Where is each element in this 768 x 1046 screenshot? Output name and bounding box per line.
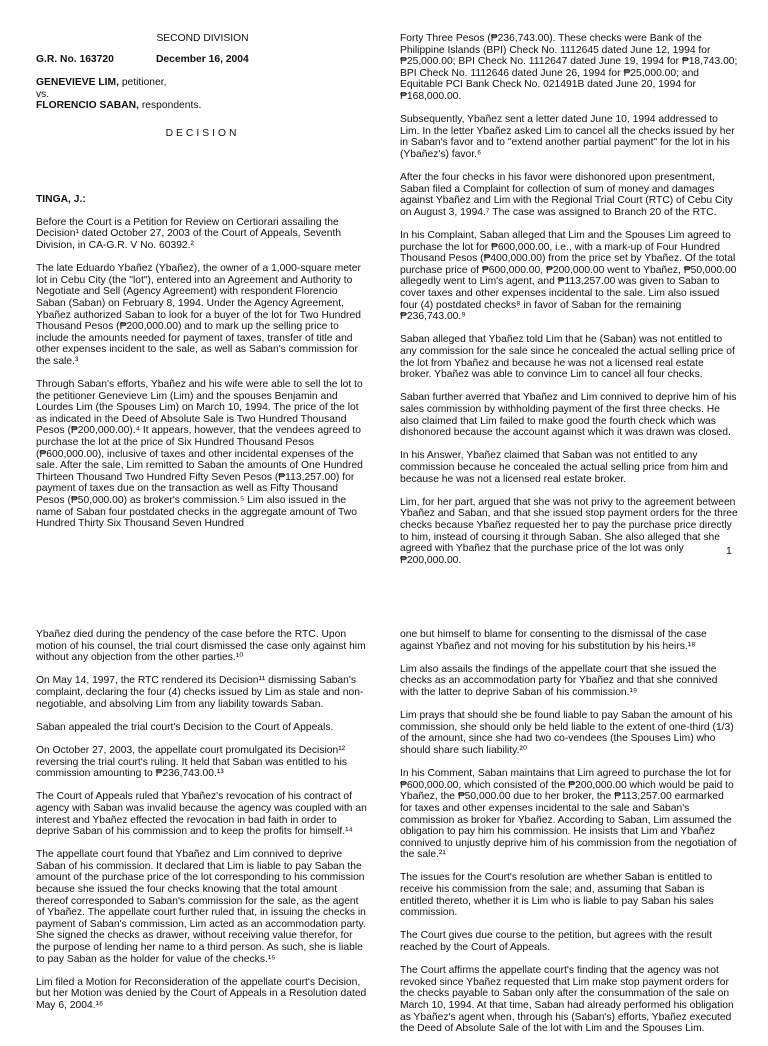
page-2-left-column xyxy=(36,629,369,1023)
respondent-role: respondents. xyxy=(138,100,202,112)
page-1-right-column xyxy=(400,33,738,578)
decision-heading: DECISION xyxy=(165,127,240,139)
paragraph: After the four checks in his favor were dishonored upon presentment, Saban filed a Complaint for collection of sum of money and damages against Ybañez and Lim with the Regional Trial Court (RTC) of Cebu City on August 3, 1994.⁷ The case was assigned to Branch 20 of the RTC. xyxy=(400,172,733,218)
decision-date: December 16, 2004 xyxy=(156,53,249,65)
page-1-left-column xyxy=(36,33,369,541)
petitioner-line xyxy=(36,77,369,89)
paragraph: The late Eduardo Ybañez (Ybañez), the owner of a 1,000-square meter lot in Cebu City (the "lot"), entered into an Agreement and Authority to Negotiate and Sell (Agency Agreement) with respondent Florencio Saban (Saban) on February 8, 1994. Under the Agency Agreement, Ybañez authorized Saban to look for a buyer of the lot for Two Hundred Thousand Pesos (₱200,000.00) and to mark up the selling price to include the amounts needed for payment of taxes, transfer of title and other expenses incident to the sale, as well as Saban's commission for the sale.³ xyxy=(36,263,361,367)
paragraph: Through Saban's efforts, Ybañez and his wife were able to sell the lot to the petitioner Genevieve Lim (Lim) and the spouses Benjamin and Lourdes Lim (the Spouses Lim) on March 10, 1994. The price of the lot as indicated in the Deed of Absolute Sale is Two Hundred Thousand Pesos (₱200,000.00).⁴ It appears, however, that the vendees agreed to purchase the lot at the price of Six Hundred Thousand Pesos (₱600,000.00), inclusive of taxes and other incidental expenses of the sale. After the sale, Lim remitted to Saban the amounts of One Hundred Thirteen Thousand Two Hundred Fifty Seven Pesos (₱113,257.00) for payment of taxes due on the transaction as well as Fifty Thousand Pesos (₱50,000.00) as broker's commission.⁵ Lim also issued in the name of Saban four postdated checks in the aggregate amount of Two Hundred Thirty Six Thousand Seven Hundred xyxy=(36,379,363,530)
page-2-right-column xyxy=(400,629,738,1046)
paragraph: In his Answer, Ybañez claimed that Saban was not entitled to any commission because he concealed the actual selling price from him and because he was not a licensed real estate broker. xyxy=(400,450,728,485)
paragraph: one but himself to blame for consenting to the dismissal of the case against Ybañez and not moving for his substitution by his heirs.¹⁸ xyxy=(400,629,707,652)
respondent-name: FLORENCIO SABAN, xyxy=(36,100,139,112)
page-gap xyxy=(0,580,768,604)
paragraph: On May 14, 1997, the RTC rendered its Decision¹¹ dismissing Saban's complaint, declaring the four (4) checks issued by Lim as stale and non-negotiable, and absolving Lim from any liability towards Saban. xyxy=(36,675,364,710)
division-heading: SECOND DIVISION xyxy=(156,33,249,44)
paragraph: Saban further averred that Ybañez and Lim connived to deprive him of his sales commission by withholding payment of the first three checks. He also claimed that Lim failed to make good the fourth check which was dishonored because the account against which it was drawn was closed. xyxy=(400,392,737,439)
ponente: TINGA, J.: xyxy=(36,193,86,205)
paragraph: Forty Three Pesos (₱236,743.00). These checks were Bank of the Philippine Islands (BPI) Check No. 1112645 dated June 12, 1994 for ₱25,000.00; BPI Check No. 1112647 dated June 19, 1994 for ₱18,743.00; BPI Check No. 1112646 dated June 26, 1994 for ₱25,000.00; and Equitable PCI Bank Check No. 021491B dated June 20, 1994 for ₱168,000.00. xyxy=(400,33,738,102)
versus-line: vs. xyxy=(36,88,50,100)
paragraph: In his Comment, Saban maintains that Lim agreed to purchase the lot for ₱600,000.00, which consisted of the ₱200,000.00 which would be paid to Ybañez, the ₱50,000.00 due to her broker, the ₱113,257.00 earmarked for taxes and other expenses incidental to the sale and Saban's commission as broker for Ybañez. According to Saban, Lim assumed the obligation to pay him his commission. He insists that Lim and Ybañez connived to unjustly deprive him of his commission from the negotiation of the sale.²¹ xyxy=(400,768,737,861)
paragraph: On October 27, 2003, the appellate court promulgated its Decision¹² reversing the trial court's ruling. It held that Saban was entitled to his commission amounting to ₱236,743.00.¹³ xyxy=(36,744,348,780)
page-number: 1 xyxy=(726,545,732,557)
paragraph: The Court of Appeals ruled that Ybañez's revocation of his contract of agency with Saban was invalid because the agency was coupled with an interest and Ybañez effected the revocation in bad faith in order to deprive Saban of his commission and to keep the profits for himself.¹⁴ xyxy=(36,791,367,838)
paragraph: Ybañez died during the pendency of the case before the RTC. Upon motion of his counsel, the trial court dismissed the case only against him without any objection from the other parties.¹⁰ xyxy=(36,629,366,664)
paragraph: The appellate court found that Ybañez and Lim connived to deprive Saban of his commission. It declared that Lim is liable to pay Saban the amount of the purchase price of the lot corresponding to his commission because she issued the four checks knowing that the total amount thereof corresponded to Saban's commission for the sale, as the agent of Ybañez. The appellate court further ruled that, in issuing the checks in payment of Saban's commission, Lim acted as an accommodation party. She signed the checks as drawer, without receiving value therefor, for the purpose of lending her name to a third person. As such, she is liable to pay Saban as the holder for value of the checks.¹⁵ xyxy=(36,849,366,965)
case-number-row xyxy=(36,54,369,66)
petitioner-role: petitioner, xyxy=(118,77,167,89)
paragraph: In his Complaint, Saban alleged that Lim and the Spouses Lim agreed to purchase the lot for ₱600,000.00, i.e., with a mark-up of Four Hundred Thousand Pesos (₱400,000.00) from the price set by Ybañez. Of the total purchase price of ₱600,000.00, ₱200,000.00 went to Ybañez, ₱50,000.00 allegedly went to Lim's agent, and ₱113,257.00 was given to Saban to cover taxes and other expenses incidental to the sale. Lim also issued four (4) postdated checks⁸ in favor of Saban for the remaining ₱236,743.00.⁹ xyxy=(400,230,737,323)
paragraph: Before the Court is a Petition for Review on Certiorari assailing the Decision¹ dated October 27, 2003 of the Court of Appeals, Seventh Division, in CA-G.R. V No. 60392.² xyxy=(36,216,342,251)
gr-number: G.R. No. 163720 xyxy=(36,53,114,65)
paragraph: Saban appealed the trial court's Decision to the Court of Appeals. xyxy=(36,721,334,733)
paragraph: Lim also assails the findings of the appellate court that she issued the checks as an accommodation party for Ybañez and that she connived with the latter to deprive Saban of his commission.¹⁹ xyxy=(400,663,718,698)
paragraph: Lim filed a Motion for Reconsideration of the appellate court's Decision, but her Motion was denied by the Court of Appeals in a Resolution dated May 6, 2004.¹⁶ xyxy=(36,976,367,1011)
paragraph: Lim, for her part, argued that she was not privy to the agreement between Ybañez and Saban, and that she issued stop payment orders for the three checks because Ybañez requested her to pay the purchase price directly to him, instead of coursing it through Saban. She also alleged that she agreed with Ybañez that the purchase price of the lot was only ₱200,000.00. xyxy=(400,496,738,566)
paragraph: The issues for the Court's resolution are whether Saban is entitled to receive his commission from the sale; and, assuming that Saban is entitled thereto, whether it is Lim who is liable to pay Saban his sales commission. xyxy=(400,872,714,919)
paragraph: The Court gives due course to the petition, but agrees with the result reached by the Court of Appeals. xyxy=(400,930,712,954)
paragraph: Saban alleged that Ybañez told Lim that he (Saban) was not entitled to any commission for the sale since he concealed the actual selling price of the lot from Ybañez and because he was not a licensed real estate broker. Ybañez was able to convince Lim to cancel all four checks. xyxy=(400,334,735,381)
paragraph: The Court affirms the appellate court's finding that the agency was not revoked since Ybañez requested that Lim make stop payment orders for the checks payable to Saban only after the consummation of the sale on March 10, 1994. At that time, Saban had already performed his obligation as Ybañez's agent when, through his (Saban's) efforts, Ybañez executed the Deed of Absolute Sale of the lot with Lim and the Spouses Lim. xyxy=(400,965,734,1035)
petitioner-name: GENEVIEVE LIM, xyxy=(36,77,119,89)
paragraph: Subsequently, Ybañez sent a letter dated June 10, 1994 addressed to Lim. In the letter Ybañez asked Lim to cancel all the checks issued by her in Saban's favor and to "extend another partial payment" for the lot in his (Ybañez's) favor.⁶ xyxy=(400,114,735,160)
paragraph: Lim prays that should she be found liable to pay Saban the amount of his commission, she should only be held liable to the extent of one-third (1/3) of the amount, since she had two co-vendees (the Spouses Lim) who should share such liability.²⁰ xyxy=(400,710,734,756)
respondent-line xyxy=(36,100,369,112)
